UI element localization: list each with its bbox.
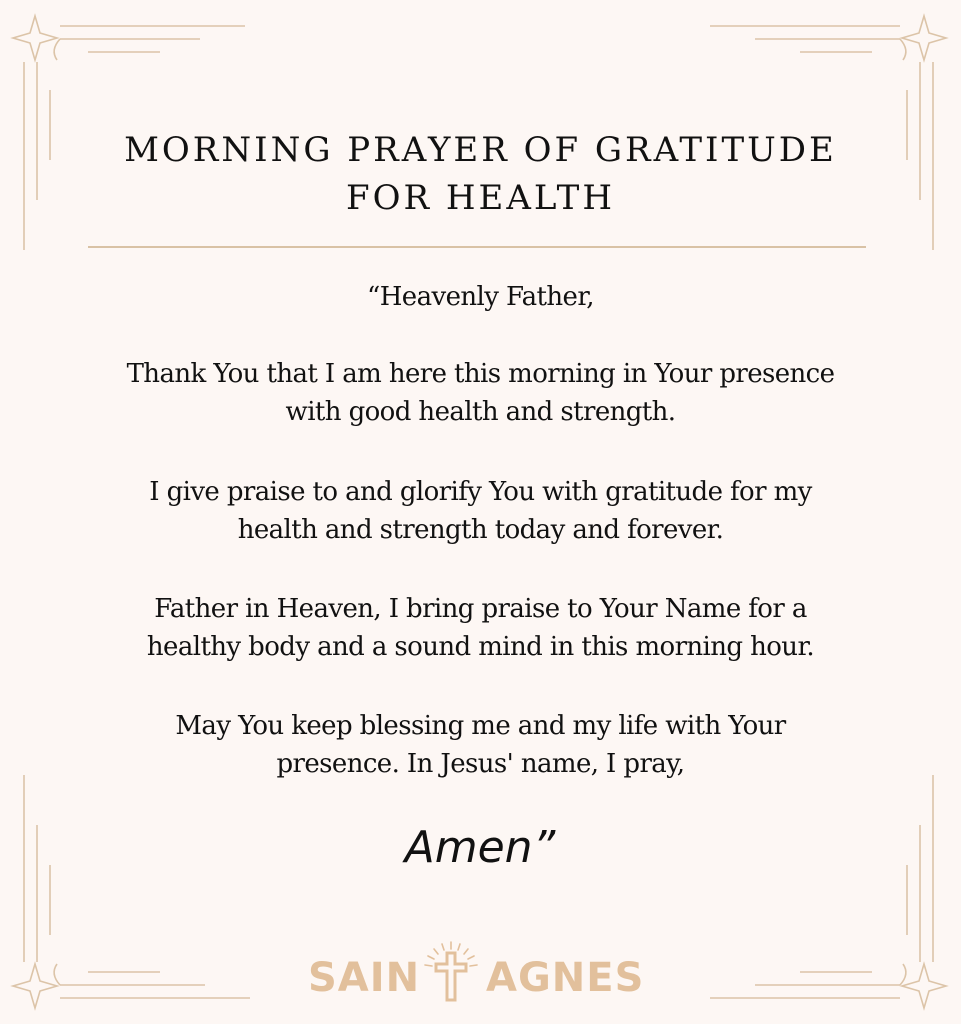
frame-corner-bottom-right: [710, 775, 946, 1008]
title-divider: [88, 246, 866, 248]
prayer-line: health and strength today and forever.: [237, 515, 724, 545]
prayer-line: Thank You that I am here this morning in Your presence: [126, 359, 835, 389]
prayer-greeting: [60, 278, 901, 316]
title-line-1: MORNING PRAYER OF GRATITUDE: [124, 130, 837, 170]
cross-sunburst-icon: [422, 940, 480, 1004]
title-line-2: FOR HEALTH: [345, 178, 616, 218]
prayer-paragraph-2: [60, 473, 901, 549]
prayer-paragraph-3: [60, 590, 901, 666]
prayer-paragraph-4: [60, 707, 901, 783]
prayer-line: I give praise to and glorify You with gratitude for my: [149, 477, 812, 507]
logo-text-right: AGNES: [486, 955, 645, 1001]
page-title: [60, 126, 901, 222]
prayer-line: with good health and strength.: [285, 397, 676, 427]
prayer-closing: Amen”: [404, 822, 556, 873]
prayer-line: “Heavenly Father,: [367, 282, 594, 312]
prayer-paragraph-1: [60, 355, 901, 431]
prayer-line: Father in Heaven, I bring praise to Your Name for a: [154, 594, 807, 624]
saint-agnes-logo: [300, 940, 661, 1010]
prayer-line: presence. In Jesus' name, I pray,: [276, 749, 685, 779]
prayer-line: May You keep blessing me and my life with Your: [175, 711, 786, 741]
frame-corner-bottom-left: [13, 775, 250, 1008]
logo-text-left: SAIN: [308, 955, 421, 1001]
prayer-line: healthy body and a sound mind in this morning hour.: [146, 632, 815, 662]
